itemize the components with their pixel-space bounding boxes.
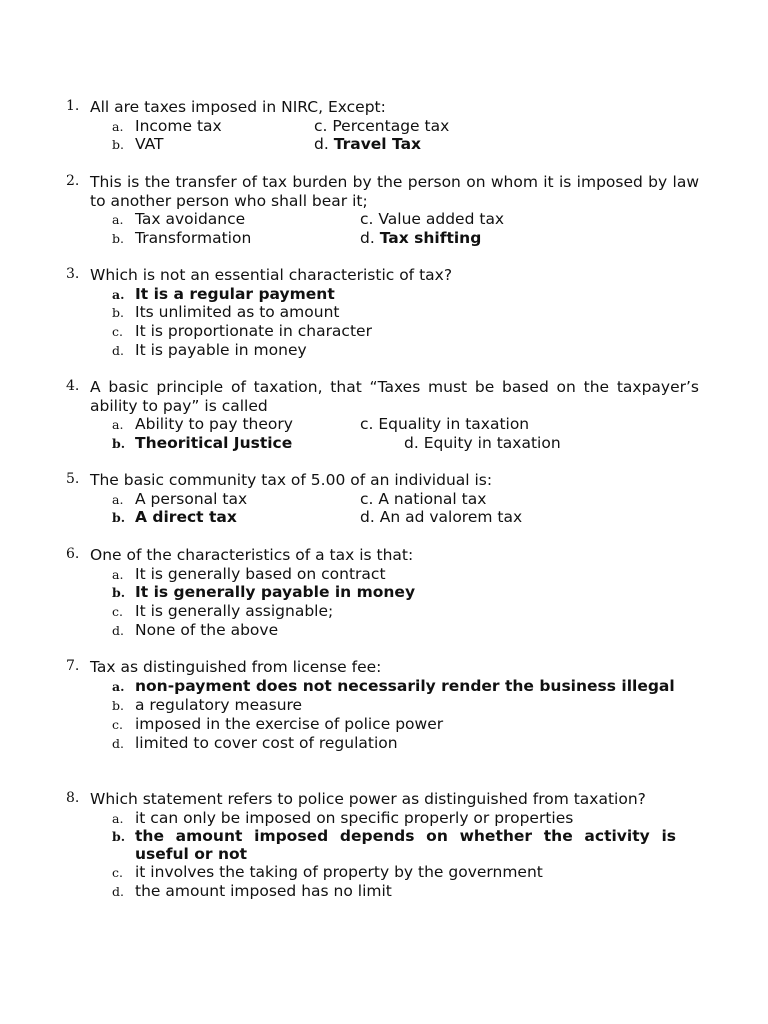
choice-text: it can only be imposed on specific properly or properties [135, 808, 574, 827]
choice-text: Its unlimited as to amount [135, 303, 340, 322]
choice-text: It is generally based on contract [135, 564, 386, 583]
question-text: Which statement refers to police power as distinguished from taxation? [90, 790, 646, 808]
choice-c [360, 490, 486, 509]
choice-letter: c. [360, 210, 374, 228]
choice-c [112, 602, 699, 621]
choice-letter: b. [112, 305, 124, 321]
choice-list [112, 415, 699, 452]
question-number: 7. [66, 658, 80, 674]
choice-text: a regulatory measure [135, 696, 303, 715]
choice-row [112, 229, 699, 248]
choice-b [112, 303, 699, 322]
choice-text: Value added tax [378, 210, 505, 228]
choice-letter: c. [360, 415, 374, 433]
choice-text: the amount imposed has no limit [135, 881, 392, 900]
choice-d [112, 882, 699, 901]
choice-letter: d. [112, 342, 124, 358]
choice-d [360, 229, 481, 248]
choice-text: Ability to pay theory [135, 415, 293, 433]
choice-letter: d. [404, 433, 419, 452]
choice-row [112, 490, 699, 509]
question-text: The basic community tax of 5.00 of an individual is: [90, 471, 493, 489]
question-7 [66, 658, 699, 752]
choice-row [112, 508, 699, 527]
choice-text-answer: non-payment does not necessarily render the business illegal [135, 676, 675, 695]
choice-text: Income tax [135, 116, 222, 135]
choice-a [112, 809, 699, 828]
question-number: 5. [66, 471, 80, 487]
choice-letter: c. [112, 865, 123, 881]
choice-d [314, 135, 421, 154]
choice-letter: b. [112, 585, 126, 601]
choice-row [112, 117, 699, 136]
choice-b [112, 696, 699, 715]
choice-list [112, 677, 699, 753]
question-1 [66, 98, 699, 154]
choice-d [360, 508, 522, 527]
choice-b [112, 229, 251, 247]
question-text: All are taxes imposed in NIRC, Except: [90, 98, 386, 116]
choice-text: An ad valorem tax [379, 508, 523, 527]
choice-b [112, 135, 163, 153]
choice-letter: d. [360, 508, 375, 527]
question-text: Tax as distinguished from license fee: [90, 658, 382, 676]
choice-text: Equality in taxation [378, 415, 530, 433]
choice-text: It is proportionate in character [135, 321, 372, 340]
question-number: 4. [66, 378, 80, 394]
question-text: Which is not an essential characteristic of tax? [90, 266, 453, 284]
question-number: 2. [66, 173, 80, 189]
choice-text: A national tax [378, 489, 487, 508]
choice-a [112, 415, 293, 433]
choice-text: Percentage tax [332, 116, 450, 135]
choice-letter: b. [112, 137, 124, 153]
choice-c [112, 322, 699, 341]
choice-a [112, 490, 247, 508]
question-8 [66, 790, 699, 901]
choice-text-answer: the amount imposed depends on whether the activity is useful or not [135, 827, 676, 864]
choice-a [112, 117, 222, 135]
choice-a [112, 210, 245, 228]
choice-letter: d. [112, 735, 124, 751]
choice-letter: b. [112, 510, 126, 526]
question-number: 8. [66, 790, 80, 806]
choice-text: It is generally assignable; [135, 601, 334, 620]
question-text: A basic principle of taxation, that “Taxes must be based on the taxpayer’s ability to pay” is called [90, 378, 699, 415]
choice-row [112, 415, 699, 434]
choice-text: Tax avoidance [135, 210, 246, 228]
choice-letter: a. [112, 678, 125, 694]
choice-c [112, 715, 699, 734]
question-3 [66, 266, 699, 359]
choice-a [112, 285, 699, 304]
question-4 [66, 378, 699, 452]
question-text: This is the transfer of tax burden by the person on whom it is imposed by law to another person who shall bear it; [90, 173, 699, 210]
question-text: One of the characteristics of a tax is that: [90, 546, 414, 564]
choice-letter: b. [112, 698, 124, 714]
choice-b [112, 827, 699, 863]
choice-c [112, 863, 699, 882]
choice-text: Transformation [135, 228, 252, 247]
question-number: 6. [66, 546, 80, 562]
choice-row [112, 210, 699, 229]
choice-letter: c. [360, 489, 374, 508]
choice-letter: c. [112, 603, 123, 619]
choice-list [112, 809, 699, 901]
choice-list [112, 210, 699, 247]
choice-letter: a. [112, 212, 124, 227]
choice-list [112, 565, 699, 640]
choice-letter: d. [314, 135, 329, 154]
choice-letter: a. [112, 566, 124, 582]
choice-b [112, 434, 292, 452]
choice-list [112, 490, 699, 527]
choice-row [112, 434, 699, 453]
choice-text-answer: It is a regular payment [135, 284, 335, 303]
choice-letter: d. [112, 622, 124, 638]
choice-letter: a. [112, 417, 124, 432]
choice-text: It is payable in money [135, 340, 307, 359]
choice-letter: d. [112, 883, 124, 899]
choice-letter: c. [112, 323, 123, 339]
question-number: 1. [66, 98, 80, 114]
choice-c [360, 210, 504, 229]
choice-b [112, 583, 699, 602]
choice-text: A personal tax [135, 489, 248, 508]
question-5 [66, 471, 699, 527]
choice-d [112, 734, 699, 753]
choice-d [112, 341, 699, 360]
choice-text: VAT [135, 135, 164, 154]
choice-list [112, 117, 699, 154]
choice-c [360, 415, 529, 434]
choice-text-answer: Theoritical Justice [135, 433, 293, 452]
choice-letter: b. [112, 829, 126, 845]
choice-text: imposed in the exercise of police power [135, 714, 444, 733]
question-number: 3. [66, 266, 80, 282]
choice-letter: a. [112, 810, 124, 826]
choice-c [314, 117, 449, 136]
choice-letter: b. [112, 435, 126, 451]
choice-text-answer: A direct tax [135, 508, 237, 527]
choice-letter: a. [112, 118, 124, 134]
choice-text-answer: Travel Tax [333, 135, 422, 154]
choice-text: Equity in taxation [423, 433, 561, 452]
choice-b [112, 508, 237, 526]
choice-letter: c. [112, 716, 123, 732]
choice-row [112, 135, 699, 154]
choice-letter: a. [112, 286, 125, 302]
choice-letter: c. [314, 116, 328, 135]
choice-d [112, 621, 699, 640]
choice-letter: a. [112, 491, 124, 507]
question-2 [66, 173, 699, 247]
choice-text-answer: Tax shifting [379, 228, 482, 247]
choice-text: it involves the taking of property by the government [135, 863, 543, 882]
choice-text: None of the above [135, 620, 279, 639]
choice-text-answer: It is generally payable in money [135, 583, 416, 602]
choice-d [404, 434, 561, 453]
choice-text: limited to cover cost of regulation [135, 733, 398, 752]
question-6 [66, 546, 699, 639]
choice-letter: d. [360, 228, 375, 247]
choice-list [112, 285, 699, 360]
choice-a [112, 677, 699, 697]
choice-a [112, 565, 699, 584]
choice-letter: b. [112, 230, 124, 246]
